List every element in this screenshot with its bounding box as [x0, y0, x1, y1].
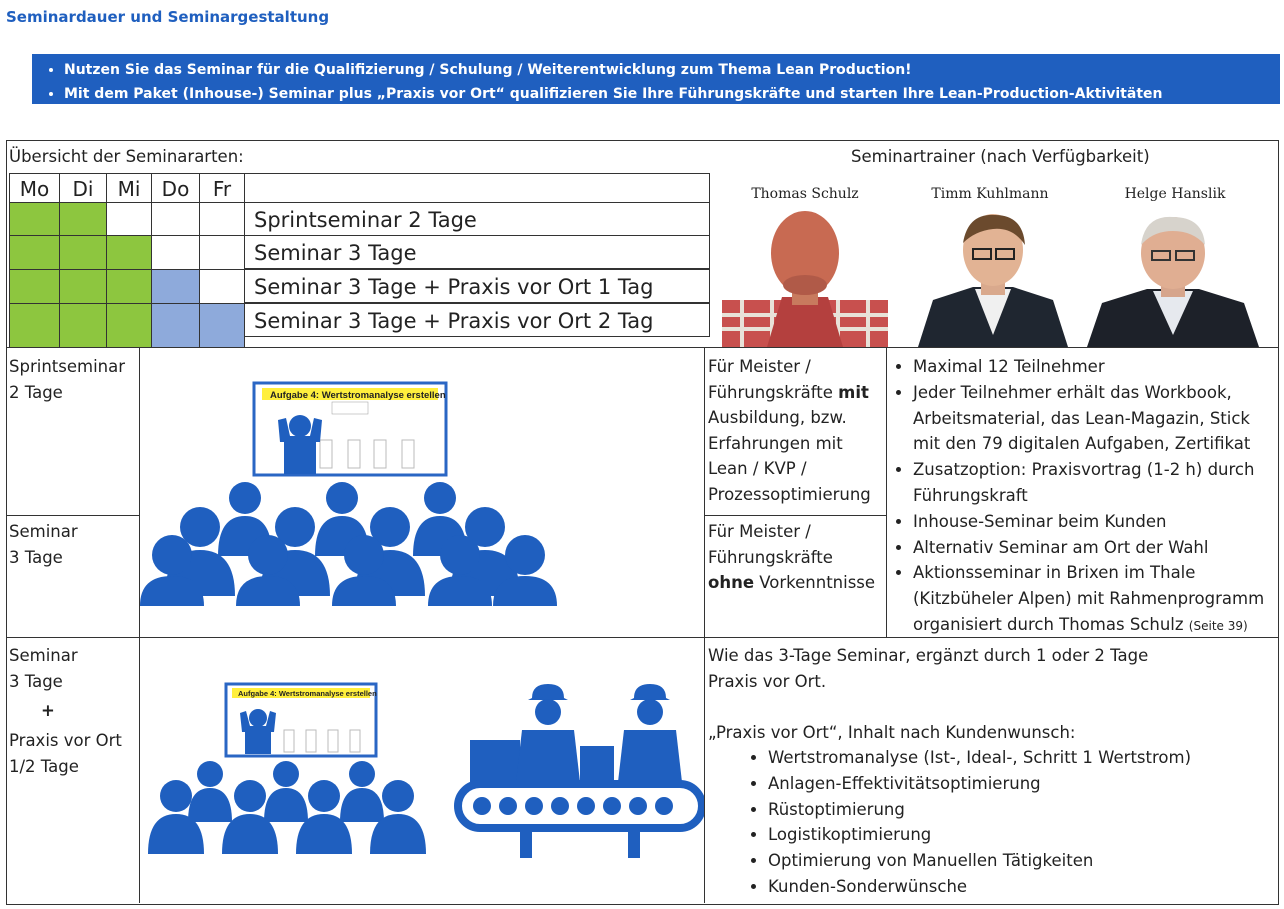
seminar-type: Seminar 3 Tage + Praxis vor Ort 2 Tag: [244, 303, 710, 337]
info-banner: [32, 54, 1280, 104]
day-cell-do: [151, 303, 200, 348]
day-header-di: Di: [59, 173, 107, 203]
praxis-list: [743, 745, 1273, 900]
type-header-blank: [244, 173, 710, 203]
overview-label: Übersicht der Seminararten:: [9, 147, 244, 166]
seminar-type: Seminar 3 Tage + Praxis vor Ort 1 Tag: [244, 269, 710, 303]
row-label-seminar3: [9, 519, 78, 570]
day-header-mo: Mo: [9, 173, 60, 203]
audience-text: Vorkenntnisse: [759, 573, 876, 592]
audience-text: Für Meister / Führungskräfte: [708, 522, 833, 567]
praxis-item: • Anlagen-Effektivitätsoptimierung: [768, 771, 1273, 797]
day-cell-fr: [199, 269, 245, 304]
trainer-name: Thomas Schulz: [751, 186, 859, 202]
feature-item: [913, 560, 1276, 639]
audience-text: Für Meister / Führungskräfte: [708, 357, 833, 402]
trainer-photo-thomas: [722, 205, 888, 347]
day-cell-mi: [106, 269, 152, 304]
banner-item: • Nutzen Sie das Seminar für die Qualifizierung / Schulung / Weiterentwicklung zum Thema Lean Production!: [64, 58, 1280, 82]
day-cell-mo: [9, 269, 60, 304]
day-cell-di: [59, 202, 107, 236]
praxis-item: • Kunden-Sonderwünsche: [768, 874, 1273, 900]
day-cell-mi: [106, 202, 152, 236]
day-header-fr: Fr: [199, 173, 245, 203]
audience-bold: ohne: [708, 573, 755, 592]
row-label-plus: +: [41, 701, 55, 720]
trainer-name: Timm Kuhlmann: [931, 186, 1049, 202]
trainers-label: Seminartrainer (nach Verfügbarkeit): [851, 147, 1150, 166]
audience-bold: mit: [838, 382, 869, 402]
day-cell-do: [151, 269, 200, 304]
slide-title: Aufgabe 4: Wertstromanalyse erstellen: [238, 689, 377, 698]
audience-with: [708, 354, 884, 507]
row-label-praxis: [9, 643, 122, 779]
row-label-line: 3 Tage: [9, 547, 63, 567]
banner-item: • Mit dem Paket (Inhouse-) Seminar plus „Praxis vor Ort“ qualifizieren Sie Ihre Führungskräfte und starten Ihre Lean-Production-Aktivitäten: [64, 82, 1280, 106]
day-cell-di: [59, 303, 107, 348]
row-label-sprint: [9, 354, 125, 405]
classroom-illustration: [140, 370, 560, 610]
praxis-intro: Wie das 3-Tage Seminar, ergänzt durch 1 oder 2 Tage Praxis vor Ort.: [708, 646, 1149, 691]
praxis-illustration: [140, 682, 704, 860]
row-label-line: Sprintseminar: [9, 357, 125, 376]
trainer-name: Helge Hanslik: [1124, 186, 1226, 202]
trainer-photo-timm: [913, 205, 1073, 347]
feature-item: • Maximal 12 Teilnehmer: [913, 354, 1276, 380]
day-cell-mo: [9, 235, 60, 270]
feature-item: • Zusatzoption: Praxisvortrag (1-2 h) durch Führungskraft: [913, 457, 1276, 509]
page-reference: (Seite 39): [1188, 618, 1248, 633]
seminar-type: Sprintseminar 2 Tage: [244, 202, 710, 236]
audience-without: [708, 519, 884, 596]
day-cell-fr: [199, 235, 245, 270]
page-title: Seminardauer und Seminargestaltung: [6, 8, 330, 26]
day-cell-mi: [106, 235, 152, 270]
day-cell-mo: [9, 202, 60, 236]
features-list: [888, 354, 1276, 640]
day-cell-fr: [199, 303, 245, 348]
row-label-line: Praxis vor Ort: [9, 731, 122, 750]
day-cell-di: [59, 235, 107, 270]
day-header-mi: Mi: [106, 173, 152, 203]
slide-title: Aufgabe 4: Wertstromanalyse erstellen: [270, 390, 446, 401]
row-label-line: 3 Tage: [9, 671, 63, 691]
praxis-item: • Rüstoptimierung: [768, 797, 1273, 823]
seminar-type: Seminar 3 Tage: [244, 235, 710, 269]
feature-text: Aktionsseminar in Brixen im Thale (Kitzbüheler Alpen) mit Rahmenprogramm organisiert durch Thomas Schulz: [913, 563, 1265, 634]
row-label-line: 2 Tage: [9, 382, 63, 402]
praxis-item: • Optimierung von Manuellen Tätigkeiten: [768, 848, 1273, 874]
praxis-content-label: „Praxis vor Ort“, Inhalt nach Kundenwunsch:: [708, 723, 1076, 742]
day-cell-do: [151, 202, 200, 236]
row-label-line: Seminar: [9, 646, 78, 665]
praxis-item: • Logistikoptimierung: [768, 822, 1273, 848]
day-cell-fr: [199, 202, 245, 236]
day-cell-di: [59, 269, 107, 304]
feature-item: • Alternativ Seminar am Ort der Wahl: [913, 535, 1276, 561]
trainer-photo-helge: [1087, 205, 1259, 347]
praxis-item: • Wertstromanalyse (Ist-, Ideal-, Schritt 1 Wertstrom): [768, 745, 1273, 771]
row-label-line: 1/2 Tage: [9, 756, 79, 776]
day-header-do: Do: [151, 173, 200, 203]
feature-item: • Jeder Teilnehmer erhält das Workbook, Arbeitsmaterial, das Lean-Magazin, Stick mit den 79 digitalen Aufgaben, Zertifikat: [913, 380, 1276, 457]
row-label-line: Seminar: [9, 522, 78, 541]
day-cell-mo: [9, 303, 60, 348]
day-cell-mi: [106, 303, 152, 348]
feature-item: • Inhouse-Seminar beim Kunden: [913, 509, 1276, 535]
audience-text: Ausbildung, bzw. Erfahrungen mit Lean / KVP / Prozessoptimierung: [708, 408, 871, 504]
day-cell-do: [151, 235, 200, 270]
